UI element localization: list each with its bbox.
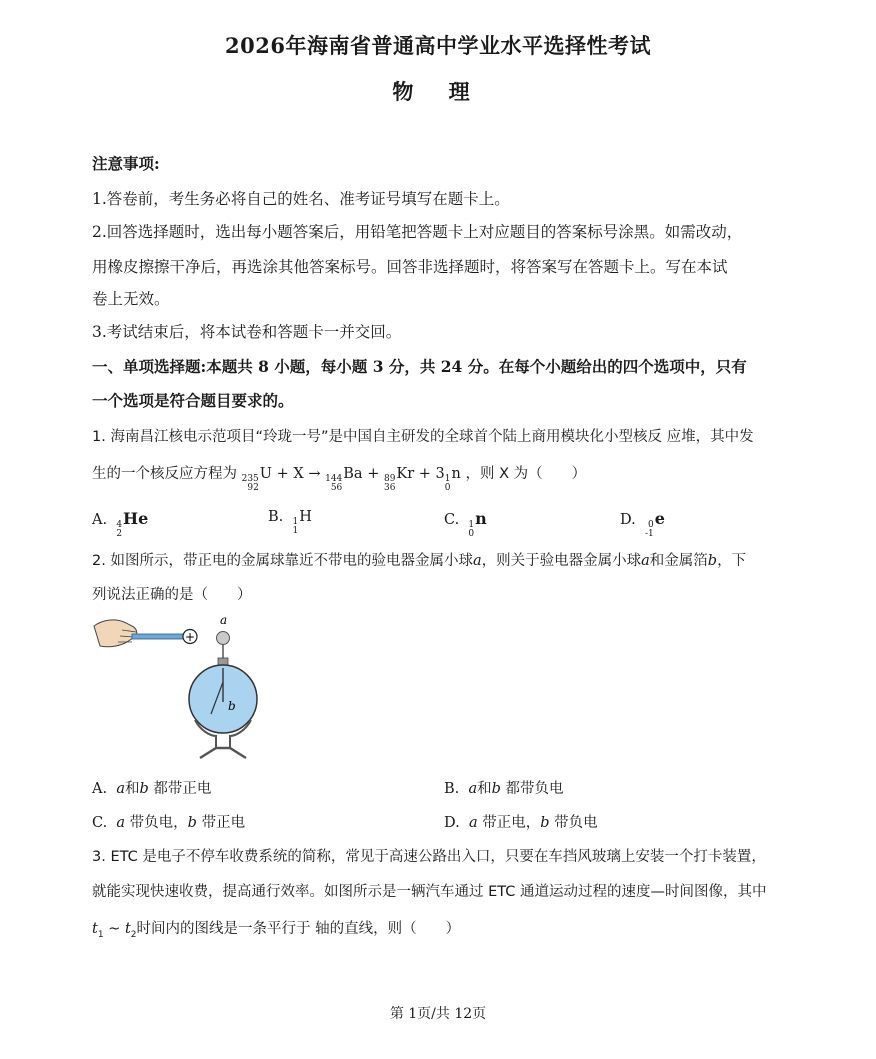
exam-title: 2026年海南省普通高中学业水平选择性考试 <box>225 33 651 58</box>
q2-stem-line-1: 2. 如图所示，带正电的金属球靠近不带电的验电器金属小球a，则关于验电器金属小球a和金属箔b，下 <box>92 553 747 569</box>
q2-option-a[interactable]: A. a和b 都带正电 <box>92 781 212 797</box>
q3-stem-line-3: $t_1$ ~ $t_2$时间内的图线是一条平行于 轴的直线，则（ ） <box>92 921 461 940</box>
q1-option-c[interactable]: C. 1 0 n <box>444 509 487 539</box>
q1-stem-line-2: 生的一个核反应方程为 235 92 U + X → 144 56 Ba + 89 36 Kr + 3 1 0 n ，则 X 为（ ） <box>92 466 587 493</box>
notice-heading: 注意事项: <box>92 154 160 173</box>
q1-stem-line-1: 1. 海南昌江核电示范项目“玲珑一号”是中国自主研发的全球首个陆上商用模块化小型核反 应堆，其中发 <box>92 429 754 445</box>
notice-item-2-line-1: 2.回答选择题时，选出每小题答案后，用铅笔把答题卡上对应题目的答案标号涂黑。如需改动， <box>92 223 743 241</box>
q3-stem-line-2: 就能实现快速收费，提高通行效率。如图所示是一辆汽车通过 ETC 通道运动过程的速度—时间图像，其中 <box>92 884 767 900</box>
q1-option-d[interactable]: D. 0 -1 e <box>620 509 665 539</box>
electroscope-figure <box>92 612 272 762</box>
q3-stem-line-1: 3. ETC 是电子不停车收费系统的简称，常见于高速公路出入口，只要在车挡风玻璃上安装一个打卡装置， <box>92 849 766 865</box>
notice-item-2-line-2: 用橡皮擦擦干净后，再选涂其他答案标号。回答非选择题时，将答案写在答题卡上。写在本试 <box>92 258 728 276</box>
q1-equation: 235 92 U + X → 144 56 Ba + 89 36 Kr + 3 1 0 n <box>241 466 461 493</box>
page-footer: 第 1页/共 12页 <box>389 1006 487 1022</box>
q1-option-a[interactable]: A. 4 2 He <box>92 509 149 539</box>
notice-item-2-line-3: 卷上无效。 <box>92 290 170 308</box>
q2-option-c[interactable]: C. a 带负电，b 带正电 <box>92 815 246 831</box>
section-heading-line-1: 一、单项选择题:本题共 8 小题，每小题 3 分，共 24 分。在每个小题给出的四个选项中，只有 <box>92 357 747 376</box>
insulating-rod <box>132 634 184 639</box>
label-a: a <box>220 613 228 627</box>
label-b: b <box>228 699 236 713</box>
notice-item-3: 3.考试结束后，将本试卷和答题卡一并交回。 <box>92 323 402 341</box>
subject-title: 物 理 <box>392 79 484 104</box>
ball-a <box>217 632 230 645</box>
plus-sign: + <box>184 630 196 644</box>
q2-option-b[interactable]: B. a和b 都带负电 <box>444 781 564 797</box>
q2-stem-line-2: 列说法正确的是（ ） <box>92 587 252 603</box>
q2-option-d[interactable]: D. a 带正电，b 带负电 <box>444 815 598 831</box>
q1-option-b[interactable]: B. 1 1 H <box>268 509 312 536</box>
hand-illustration <box>94 620 137 647</box>
notice-item-1: 1.答卷前，考生务必将自己的姓名、准考证号填写在题卡上。 <box>92 190 510 208</box>
section-heading-line-2: 一个选项是符合题目要求的。 <box>92 391 294 410</box>
